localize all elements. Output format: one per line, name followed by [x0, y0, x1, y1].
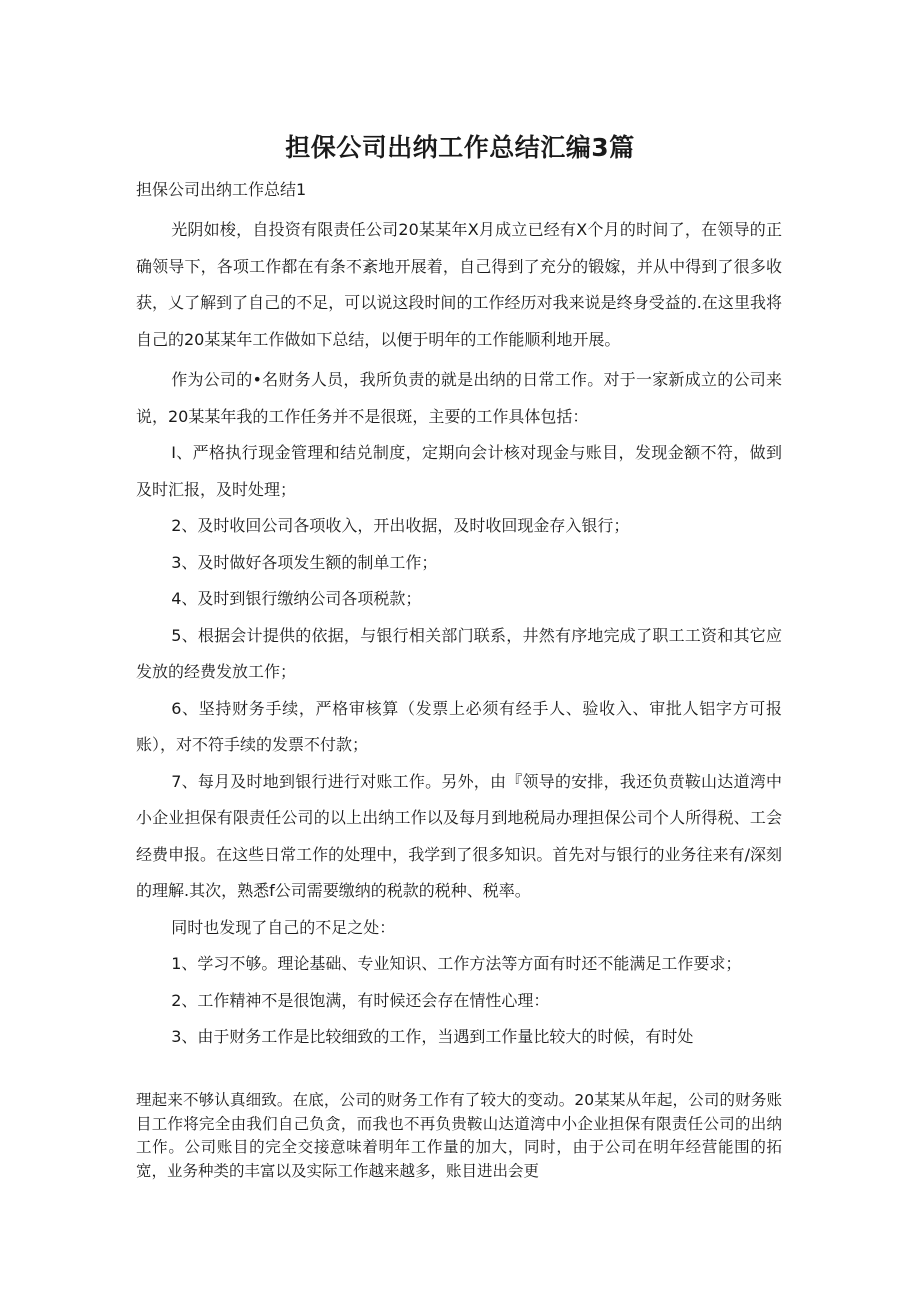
list-item: 2、工作精神不是很饱满，有时候还会存在情性心理： — [171, 990, 550, 1010]
list-item: 5、根据会计提供的依据，与银行相关部门联系，井然有序地完成了职工工资和其它应发放的经费发放工作； — [136, 625, 782, 681]
paragraph: 同时也发现了自己的不足之处： — [171, 917, 396, 937]
paragraph: 作为公司的•名财务人员，我所负责的就是出纳的日常工作。对于一家新成立的公司来说，20某某年我的工作任务并不是很斑，主要的工作具体包括： — [136, 370, 782, 426]
list-item: I、严格执行现金管理和结兑制度，定期向会计核对现金与账目，发现金额不符，做到及时汇报，及时处理； — [136, 443, 782, 499]
list-item: 4、及时到银行缴纳公司各项税款； — [171, 589, 422, 608]
list-item: 3、及时做好各项发生额的制单工作； — [171, 552, 438, 572]
list-item: 3、由于财务工作是比较细致的工作，当遇到工作量比较大的时候，有时处 — [171, 1027, 694, 1046]
continuation-paragraph: 理起来不够认真细致。在底，公司的财务工作有了较大的变动。20某某从年起，公司的财务账目工作将完全由我们自己负贪，而我也不再负贵鞍山达道湾中小企业担保有限责任公司的出纳工作。公司账目的完全交接意味着明年工作量的加大，同时，由于公司在明年经营能围的拓宽，业务种类的丰富以及实际工作越来越多，账目进出会更 — [136, 1091, 782, 1180]
list-item: 7、每月及时地到银行进行对账工作。另外，由『领导的安排，我还负贲鞍山达道湾中小企业担保有限责任公司的以上出纳工作以及每月到地税局办理担保公司个人所得税、工会经费申报。在这些日常工作的处理中，我学到了很多知识。首先对与银行的业务往来有/深刻的理解.其次，熟悉f公司需要缴纳的税款的税种、税率。 — [136, 771, 782, 900]
list-item: 2、及时收回公司各项收入，开出收据，及时收回现金存入银行； — [171, 516, 630, 535]
section-heading: 担保公司出纳工作总结1 — [136, 180, 307, 199]
list-item: 6、坚持财务手续，严格审核算（发票上必须有经手人、验收入、审批人铝字方可报账），对不符手续的发票不付款； — [136, 698, 782, 754]
list-item: 1、学习不够。理论基础、专业知识、工作方法等方面有时还不能满足工作要求； — [171, 954, 742, 973]
paragraph: 光阴如梭，自投资有限责任公司20某某年X月成立已经有X个月的时间了，在领导的正确领导下，各项工作都在有条不紊地开展着，自己得到了充分的锻嫁，并从中得到了很多收获，乂了解到了自己的不足，可以说这段时间的工作经历对我来说是终身受益的.在这里我将自己的20某某年工作做如下总结，以便于明年的工作能顺利地开展。 — [136, 220, 782, 349]
document-body — [136, 212, 782, 1056]
document-title: 担保公司出纳工作总结汇编3篇 — [285, 133, 635, 162]
